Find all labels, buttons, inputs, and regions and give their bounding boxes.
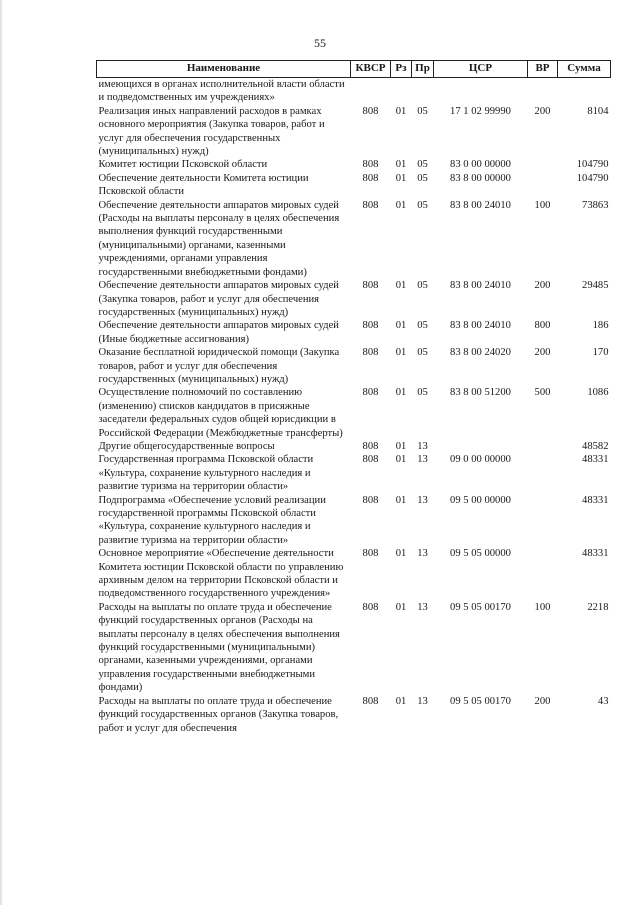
cell-pr: 13 <box>417 601 428 613</box>
cell-name: Государственная программа Псковской области «Культура, сохранение культурного наследия и развитие туризма на территории области» <box>98 454 314 493</box>
cell-pr: 05 <box>417 199 428 211</box>
table-row <box>97 547 611 601</box>
cell-name: Обеспечение деятельности аппаратов мировых судей (Закупка товаров, работ и услуг для обеспечения государственных (муниципальных) нужд) <box>98 280 339 318</box>
table-row <box>97 319 611 346</box>
cell-vr <box>528 78 558 105</box>
cell-name: имеющихся в органах исполнительной власти области и подведомственных им учреждениях» <box>98 79 345 104</box>
table-row <box>97 158 611 171</box>
cell-vr: 200 <box>534 347 551 359</box>
cell-csr: 83 8 00 24010 <box>450 280 511 292</box>
cell-vr: 100 <box>534 601 551 613</box>
cell-name: Обеспечение деятельности аппаратов мировых судей (Иные бюджетные ассигнования) <box>98 320 339 345</box>
cell-sum: 48331 <box>582 454 609 466</box>
cell-sum: 104790 <box>576 172 609 184</box>
cell-pr: 13 <box>417 454 428 466</box>
cell-kvsr: 808 <box>362 347 379 359</box>
cell-pr: 05 <box>417 172 428 184</box>
cell-sum: 43 <box>597 695 609 707</box>
cell-sum: 48331 <box>582 548 609 560</box>
cell-rz: 01 <box>395 172 407 184</box>
cell-name: Расходы на выплаты по оплате труда и обеспечение функций государственных органов (Расходы на выплаты персоналу в целях обеспечения выполнения функций государственными (муниципальными) органами, казенными учреждениями, органами управления государственными внебюджетными фондами) <box>98 601 340 694</box>
cell-sum: 104790 <box>576 159 609 171</box>
cell-name: Обеспечение деятельности аппаратов мировых судей (Расходы на выплаты персоналу в целях обеспечения выполнения функций государственными (муниципальными) органами, казенными учреждениями, органами управления государственными внебюджетными фондами) <box>98 199 340 278</box>
table-body <box>97 78 611 735</box>
cell-rz: 01 <box>395 454 407 466</box>
cell-name: Другие общегосударственные вопросы <box>98 440 275 452</box>
table-row <box>97 386 611 440</box>
cell-sum: 48331 <box>582 494 609 506</box>
cell-rz <box>391 78 412 105</box>
cell-rz: 01 <box>395 601 407 613</box>
cell-pr: 05 <box>417 159 428 171</box>
cell-sum: 48582 <box>582 440 609 452</box>
cell-rz: 01 <box>395 440 407 452</box>
table-row <box>97 346 611 386</box>
cell-kvsr: 808 <box>362 159 379 171</box>
budget-table <box>96 60 611 735</box>
cell-pr: 05 <box>417 105 428 117</box>
cell-csr <box>434 78 528 105</box>
cell-name: Осуществление полномочий по составлению (изменению) списков кандидатов в присяжные заседатели федеральных судов общей юрисдикции в Российской Федерации (Межбюджетные трансферты) <box>98 387 343 439</box>
cell-vr: 500 <box>534 387 551 399</box>
cell-name: Обеспечение деятельности Комитета юстиции Псковской области <box>98 172 309 198</box>
cell-vr: 200 <box>534 280 551 292</box>
header-rz: Рз <box>391 61 412 78</box>
cell-rz: 01 <box>395 387 407 399</box>
header-kvsr: КВСР <box>351 61 391 78</box>
cell-csr: 09 0 00 00000 <box>450 454 511 466</box>
cell-csr: 83 8 00 24020 <box>450 347 511 359</box>
cell-rz: 01 <box>395 548 407 560</box>
cell-csr: 09 5 05 00170 <box>450 695 511 707</box>
cell-csr: 83 8 00 24010 <box>450 199 511 211</box>
header-name: Наименование <box>97 61 351 78</box>
cell-kvsr: 808 <box>362 440 379 452</box>
table-row <box>97 494 611 548</box>
cell-kvsr: 808 <box>362 601 379 613</box>
cell-rz: 01 <box>395 347 407 359</box>
cell-rz: 01 <box>395 105 407 117</box>
table-row <box>97 453 611 493</box>
cell-name: Основное мероприятие «Обеспечение деятельности Комитета юстиции Псковской области по управлению архивным делом на территории Псковской области и подведомственного государственного учреждения» <box>98 548 344 600</box>
cell-rz: 01 <box>395 199 407 211</box>
cell-sum: 29485 <box>582 280 609 292</box>
header-pr: Пр <box>412 61 434 78</box>
cell-kvsr: 808 <box>362 494 379 506</box>
cell-name: Реализация иных направлений расходов в рамках основного мероприятия (Закупка товаров, работ и услуг для обеспечения государственных (муниципальных) нужд) <box>98 105 325 158</box>
cell-csr: 83 8 00 51200 <box>450 387 511 399</box>
cell-vr <box>528 494 558 548</box>
cell-kvsr: 808 <box>362 105 379 117</box>
cell-name: Комитет юстиции Псковской области <box>98 159 268 171</box>
cell-sum: 186 <box>592 320 609 332</box>
cell-pr: 13 <box>417 695 428 707</box>
cell-name: Расходы на выплаты по оплате труда и обеспечение функций государственных органов (Закупка товаров, работ и услуг для обеспечения <box>98 695 339 734</box>
table-row <box>97 105 611 159</box>
cell-pr: 05 <box>417 280 428 292</box>
cell-sum <box>558 78 611 105</box>
cell-csr: 83 8 00 24010 <box>450 320 511 332</box>
table-row <box>97 601 611 695</box>
table-row <box>97 695 611 735</box>
cell-pr <box>412 78 434 105</box>
cell-name: Подпрограмма «Обеспечение условий реализации государственной программы Псковской области «Культура, сохранение культурного наследия и развитие туризма на территории области» <box>98 494 326 546</box>
cell-sum: 2218 <box>587 601 609 613</box>
cell-vr: 100 <box>534 199 551 211</box>
cell-csr: 17 1 02 99990 <box>450 105 511 117</box>
cell-pr: 13 <box>417 440 428 452</box>
cell-vr: 200 <box>534 105 551 117</box>
cell-csr: 09 5 05 00000 <box>450 548 511 560</box>
table-row <box>97 199 611 279</box>
cell-vr: 800 <box>534 320 551 332</box>
table-row <box>97 78 611 105</box>
cell-csr: 83 0 00 00000 <box>450 159 511 171</box>
cell-vr <box>528 453 558 493</box>
table-header <box>97 61 611 78</box>
cell-sum: 1086 <box>587 387 609 399</box>
cell-pr: 05 <box>417 347 428 359</box>
cell-csr <box>434 440 528 453</box>
page-number: 55 <box>314 36 326 50</box>
cell-vr <box>528 158 558 171</box>
cell-vr: 200 <box>534 695 551 707</box>
cell-sum: 73863 <box>582 199 609 211</box>
cell-pr: 13 <box>417 548 428 560</box>
header-sum: Сумма <box>558 61 611 78</box>
cell-kvsr: 808 <box>362 199 379 211</box>
cell-kvsr: 808 <box>362 172 379 184</box>
cell-name: Оказание бесплатной юридической помощи (Закупка товаров, работ и услуг для обеспечения государственных (муниципальных) нужд) <box>98 347 340 385</box>
cell-kvsr: 808 <box>362 280 379 292</box>
table-row <box>97 172 611 199</box>
table-row <box>97 279 611 319</box>
cell-pr: 13 <box>417 494 428 506</box>
cell-rz: 01 <box>395 320 407 332</box>
cell-csr: 83 8 00 00000 <box>450 172 511 184</box>
cell-pr: 05 <box>417 320 428 332</box>
cell-rz: 01 <box>395 159 407 171</box>
cell-kvsr: 808 <box>362 320 379 332</box>
cell-sum: 8104 <box>587 105 609 117</box>
cell-pr: 05 <box>417 387 428 399</box>
cell-kvsr: 808 <box>362 695 379 707</box>
cell-vr <box>528 172 558 199</box>
header-row <box>97 61 611 78</box>
cell-sum: 170 <box>592 347 609 359</box>
cell-rz: 01 <box>395 494 407 506</box>
cell-kvsr: 808 <box>362 454 379 466</box>
scan-edge <box>0 0 3 905</box>
cell-kvsr: 808 <box>362 548 379 560</box>
cell-rz: 01 <box>395 280 407 292</box>
cell-csr: 09 5 00 00000 <box>450 494 511 506</box>
cell-rz: 01 <box>395 695 407 707</box>
cell-vr <box>528 440 558 453</box>
cell-kvsr <box>351 78 391 105</box>
cell-vr <box>528 547 558 601</box>
cell-kvsr: 808 <box>362 387 379 399</box>
header-vr: ВР <box>528 61 558 78</box>
header-csr: ЦСР <box>434 61 528 78</box>
table-row <box>97 440 611 453</box>
cell-csr: 09 5 05 00170 <box>450 601 511 613</box>
